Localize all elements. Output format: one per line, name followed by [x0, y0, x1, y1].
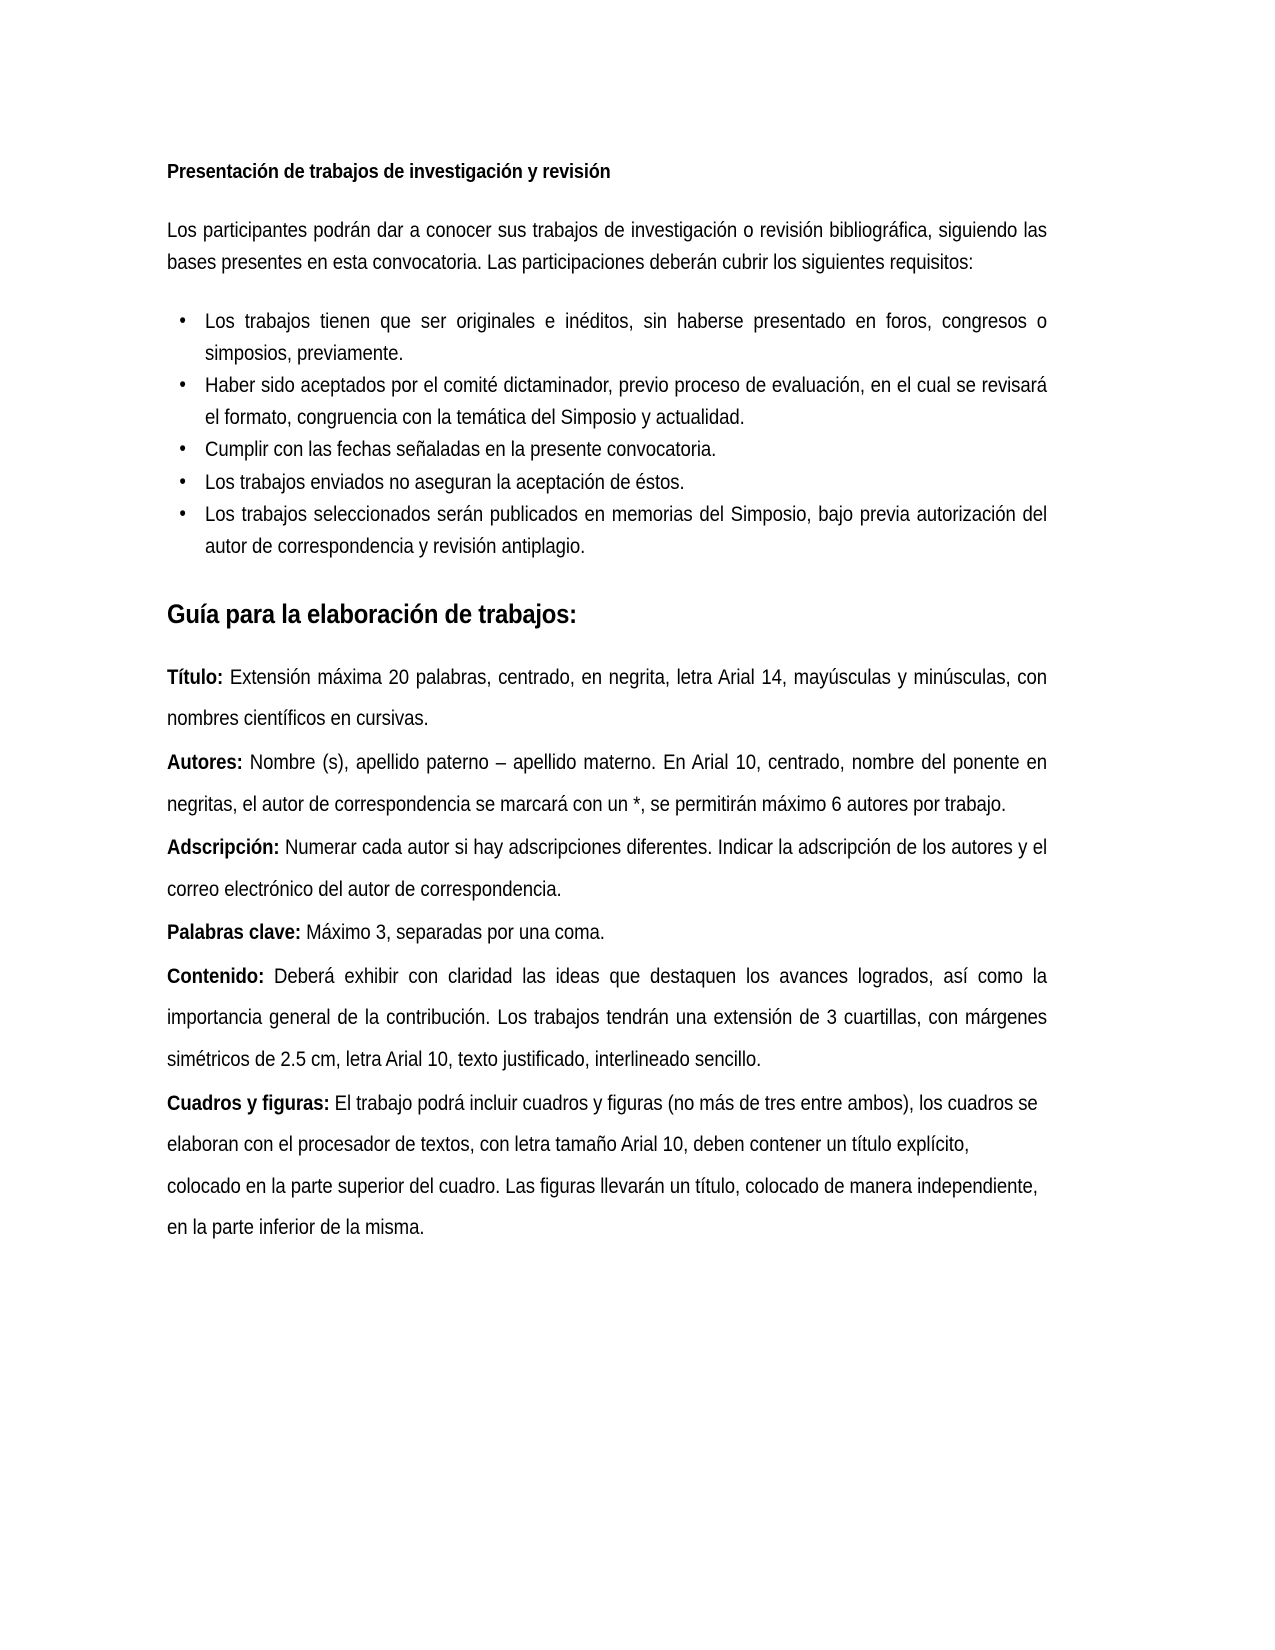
guide-section-heading: Guía para la elaboración de trabajos:	[167, 599, 577, 630]
guide-entry-label: Palabras clave:	[167, 921, 302, 945]
list-item: • Los trabajos enviados no aseguran la aceptación de éstos.	[167, 467, 1047, 499]
list-item: • Los trabajos tienen que ser originales e inéditos, sin haberse presentado en foros, congresos o simposios, previamente.	[167, 306, 1047, 369]
guide-entry-text: El trabajo podrá incluir cuadros y figuras (no más de tres entre ambos), los cuadros se elaboran con el procesador de textos, con letra tamaño Arial 10, deben contener un título explícito, colocado en la parte superior del cuadro. Las figuras llevarán un título, colocado de manera independiente, en la parte inferior de la misma.	[167, 1091, 1038, 1240]
list-item: • Los trabajos seleccionados serán publicados en memorias del Simposio, bajo previa autorización del autor de correspondencia y revisión antiplagio.	[167, 499, 1047, 562]
guide-entry-titulo	[167, 657, 1047, 740]
list-item: • Cumplir con las fechas señaladas en la presente convocatoria.	[167, 434, 1047, 466]
guide-entry-label: Adscripción:	[167, 836, 280, 860]
requirements-list	[167, 306, 1047, 562]
guide-entry-text: Extensión máxima 20 palabras, centrado, en negrita, letra Arial 14, mayúsculas y minúsculas, con nombres científicos en cursivas.	[167, 665, 1047, 731]
document-body	[167, 160, 1047, 1249]
guide-entry-label: Título:	[167, 665, 224, 689]
guide-entry-label: Cuadros y figuras:	[167, 1091, 330, 1115]
guide-entry-cuadros-figuras	[167, 1083, 1047, 1249]
guide-entry-autores	[167, 742, 1047, 825]
guide-entry-palabras-clave	[167, 912, 1047, 954]
guide-entry-contenido	[167, 956, 1047, 1081]
guide-entry-text: Máximo 3, separadas por una coma.	[301, 921, 605, 945]
intro-paragraph: Los participantes podrán dar a conocer sus trabajos de investigación o revisión bibliográfica, siguiendo las bases presentes en esta convocatoria. Las participaciones deberán cubrir los siguientes requisitos:	[167, 218, 1047, 274]
guide-entry-label: Autores:	[167, 750, 243, 774]
guide-entry-adscripcion	[167, 827, 1047, 910]
guide-entry-text: Nombre (s), apellido paterno – apellido materno. En Arial 10, centrado, nombre del ponente en negritas, el autor de correspondencia se marcará con un *, se permitirán máximo 6 autores por trabajo.	[167, 750, 1047, 816]
list-item: • Haber sido aceptados por el comité dictaminador, previo proceso de evaluación, en el cual se revisará el formato, congruencia con la temática del Simposio y actualidad.	[167, 370, 1047, 433]
page-title: Presentación de trabajos de investigación y revisión	[167, 160, 611, 183]
guide-entry-text: Numerar cada autor si hay adscripciones diferentes. Indicar la adscripción de los autores y el correo electrónico del autor de correspondencia.	[167, 836, 1047, 901]
guide-entry-label: Contenido:	[167, 964, 265, 988]
guide-entry-text: Deberá exhibir con claridad las ideas que destaquen los avances logrados, así como la importancia general de la contribución. Los trabajos tendrán una extensión de 3 cuartillas, con márgenes simétricos de 2.5 cm, letra Arial 10, texto justificado, interlineado sencillo.	[167, 964, 1047, 1071]
